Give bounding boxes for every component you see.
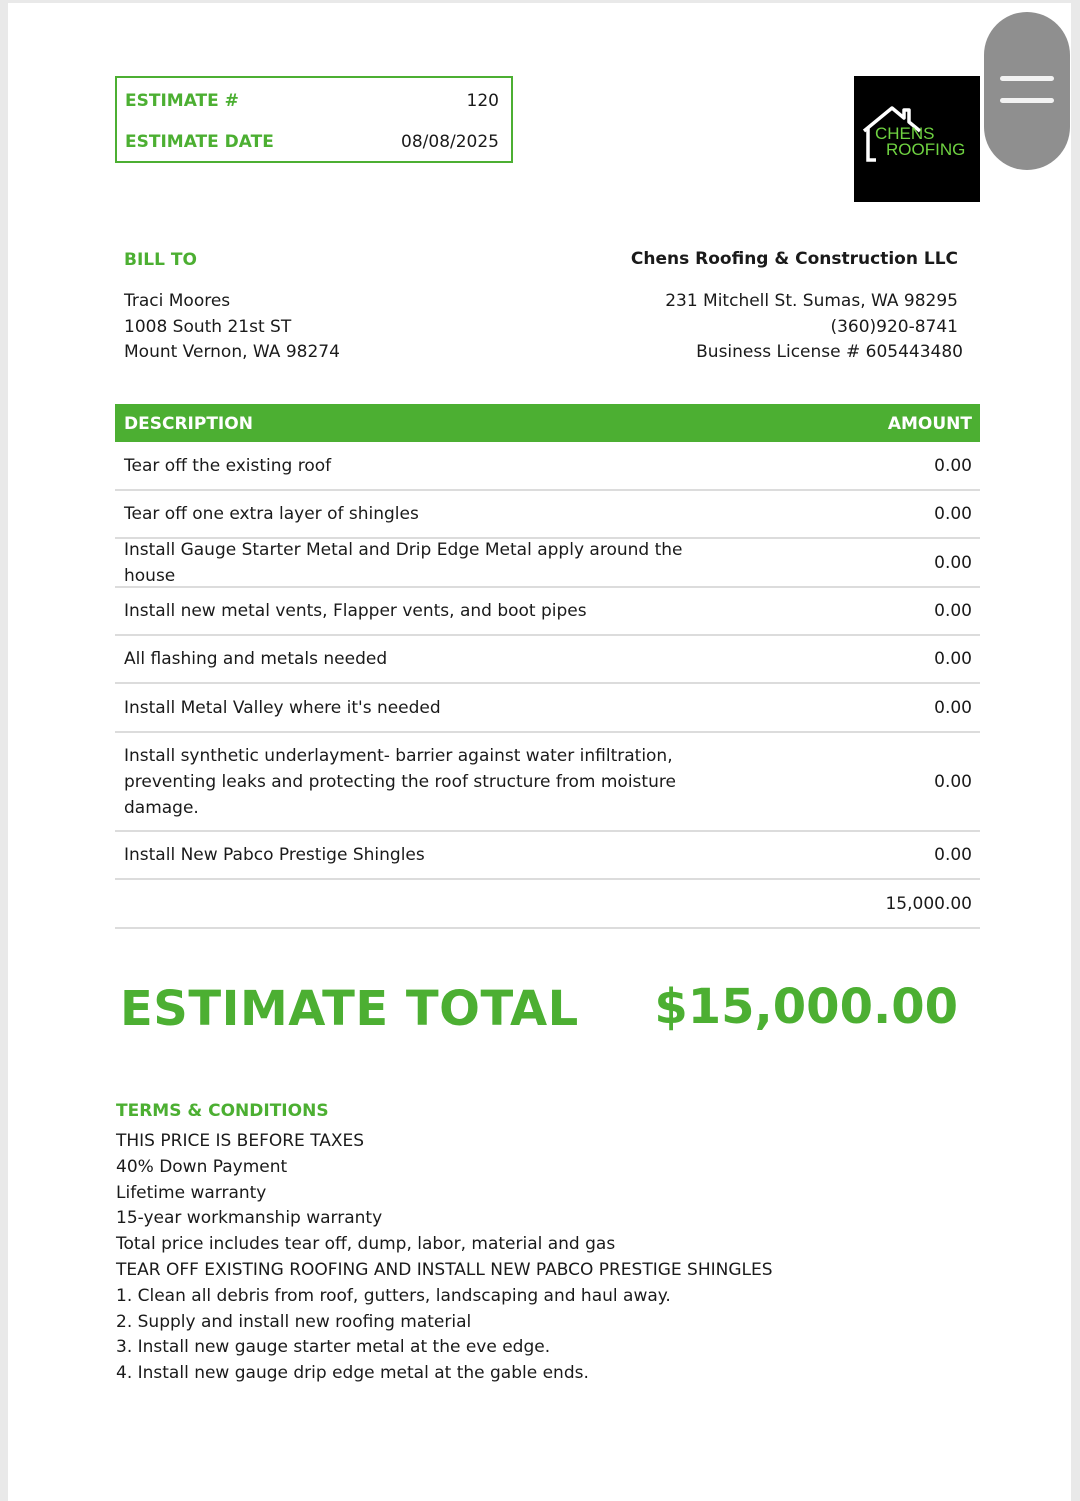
row-amount: 0.00 xyxy=(934,771,972,792)
table-row xyxy=(115,588,980,636)
company-phone: (360)920-8741 xyxy=(830,317,958,337)
estimate-date-value: 08/08/2025 xyxy=(401,132,499,152)
terms-line: Total price includes tear off, dump, labor, material and gas xyxy=(116,1234,616,1255)
row-description: Tear off the existing roof xyxy=(124,455,332,476)
row-amount: 0.00 xyxy=(934,845,972,865)
terms-line: 4. Install new gauge drip edge metal at the gable ends. xyxy=(116,1363,589,1384)
row-description: Install Metal Valley where it's needed xyxy=(124,697,441,718)
company-logo xyxy=(854,76,980,202)
terms-line: THIS PRICE IS BEFORE TAXES xyxy=(116,1131,365,1151)
handle-grip-icon xyxy=(1000,98,1054,103)
house-icon xyxy=(854,76,980,202)
table-row xyxy=(115,442,980,491)
estimate-date-label: ESTIMATE DATE xyxy=(125,132,274,152)
table-row xyxy=(115,636,980,684)
table-header xyxy=(115,404,980,442)
estimate-date-row xyxy=(125,132,499,156)
table-row xyxy=(115,491,980,539)
terms-line: 1. Clean all debris from roof, gutters, landscaping and haul away. xyxy=(116,1285,671,1306)
row-description: Install synthetic underlayment- barrier against water infiltration, preventing leaks and protecting the roof structure from moisture damage. xyxy=(124,745,676,818)
row-amount: 0.00 xyxy=(934,697,972,718)
terms-line: 3. Install new gauge starter metal at the eve edge. xyxy=(116,1337,551,1358)
scroll-handle[interactable] xyxy=(984,12,1070,170)
subtotal-row xyxy=(115,880,980,929)
estimate-number-value: 120 xyxy=(466,91,499,111)
bill-to-title: BILL TO xyxy=(124,250,197,270)
subtotal-amount: 15,000.00 xyxy=(885,893,972,914)
estimate-number-label: ESTIMATE # xyxy=(125,91,239,111)
company-license: Business License # 605443480 xyxy=(696,342,963,362)
bill-to-address2: Mount Vernon, WA 98274 xyxy=(124,342,340,362)
header-amount: AMOUNT xyxy=(887,414,972,434)
line-items-table xyxy=(115,404,980,929)
bill-to-address1: 1008 South 21st ST xyxy=(124,317,292,337)
row-amount: 0.00 xyxy=(934,455,972,476)
header-description: DESCRIPTION xyxy=(124,414,253,434)
estimate-total-value: $15,000.00 xyxy=(654,979,958,1035)
row-amount: 0.00 xyxy=(934,552,972,573)
terms-line: TEAR OFF EXISTING ROOFING AND INSTALL NEW PABCO PRESTIGE SHINGLES xyxy=(116,1259,773,1280)
table-row xyxy=(115,832,980,880)
row-description: Install new metal vents, Flapper vents, and boot pipes xyxy=(124,601,587,621)
logo-line2: ROOFING xyxy=(886,140,966,159)
document-page xyxy=(8,3,1071,1501)
terms-line: Lifetime warranty xyxy=(116,1182,267,1203)
terms-list xyxy=(116,1129,773,1387)
table-row xyxy=(115,539,980,588)
row-amount: 0.00 xyxy=(934,601,972,621)
handle-grip-icon xyxy=(1000,76,1054,81)
table-row xyxy=(115,733,980,832)
terms-line: 40% Down Payment xyxy=(116,1156,288,1177)
terms-line: 2. Supply and install new roofing material xyxy=(116,1311,472,1332)
table-row xyxy=(115,684,980,733)
row-amount: 0.00 xyxy=(934,649,972,669)
row-description: All flashing and metals needed xyxy=(124,649,388,669)
company-name: Chens Roofing & Construction LLC xyxy=(630,249,958,269)
company-address: 231 Mitchell St. Sumas, WA 98295 xyxy=(665,291,958,311)
row-amount: 0.00 xyxy=(934,504,972,524)
row-description: Install New Pabco Prestige Shingles xyxy=(124,845,425,865)
terms-line: 15-year workmanship warranty xyxy=(116,1208,383,1229)
bill-to-name: Traci Moores xyxy=(124,291,231,311)
terms-title: TERMS & CONDITIONS xyxy=(116,1101,329,1121)
row-description: Tear off one extra layer of shingles xyxy=(124,504,419,524)
estimate-info-box xyxy=(115,76,513,163)
row-description: Install Gauge Starter Metal and Drip Edge Metal apply around the house xyxy=(124,539,683,586)
estimate-total-label: ESTIMATE TOTAL xyxy=(120,981,579,1037)
estimate-number-row xyxy=(125,91,499,115)
logo-line1: CHENS xyxy=(875,124,935,143)
